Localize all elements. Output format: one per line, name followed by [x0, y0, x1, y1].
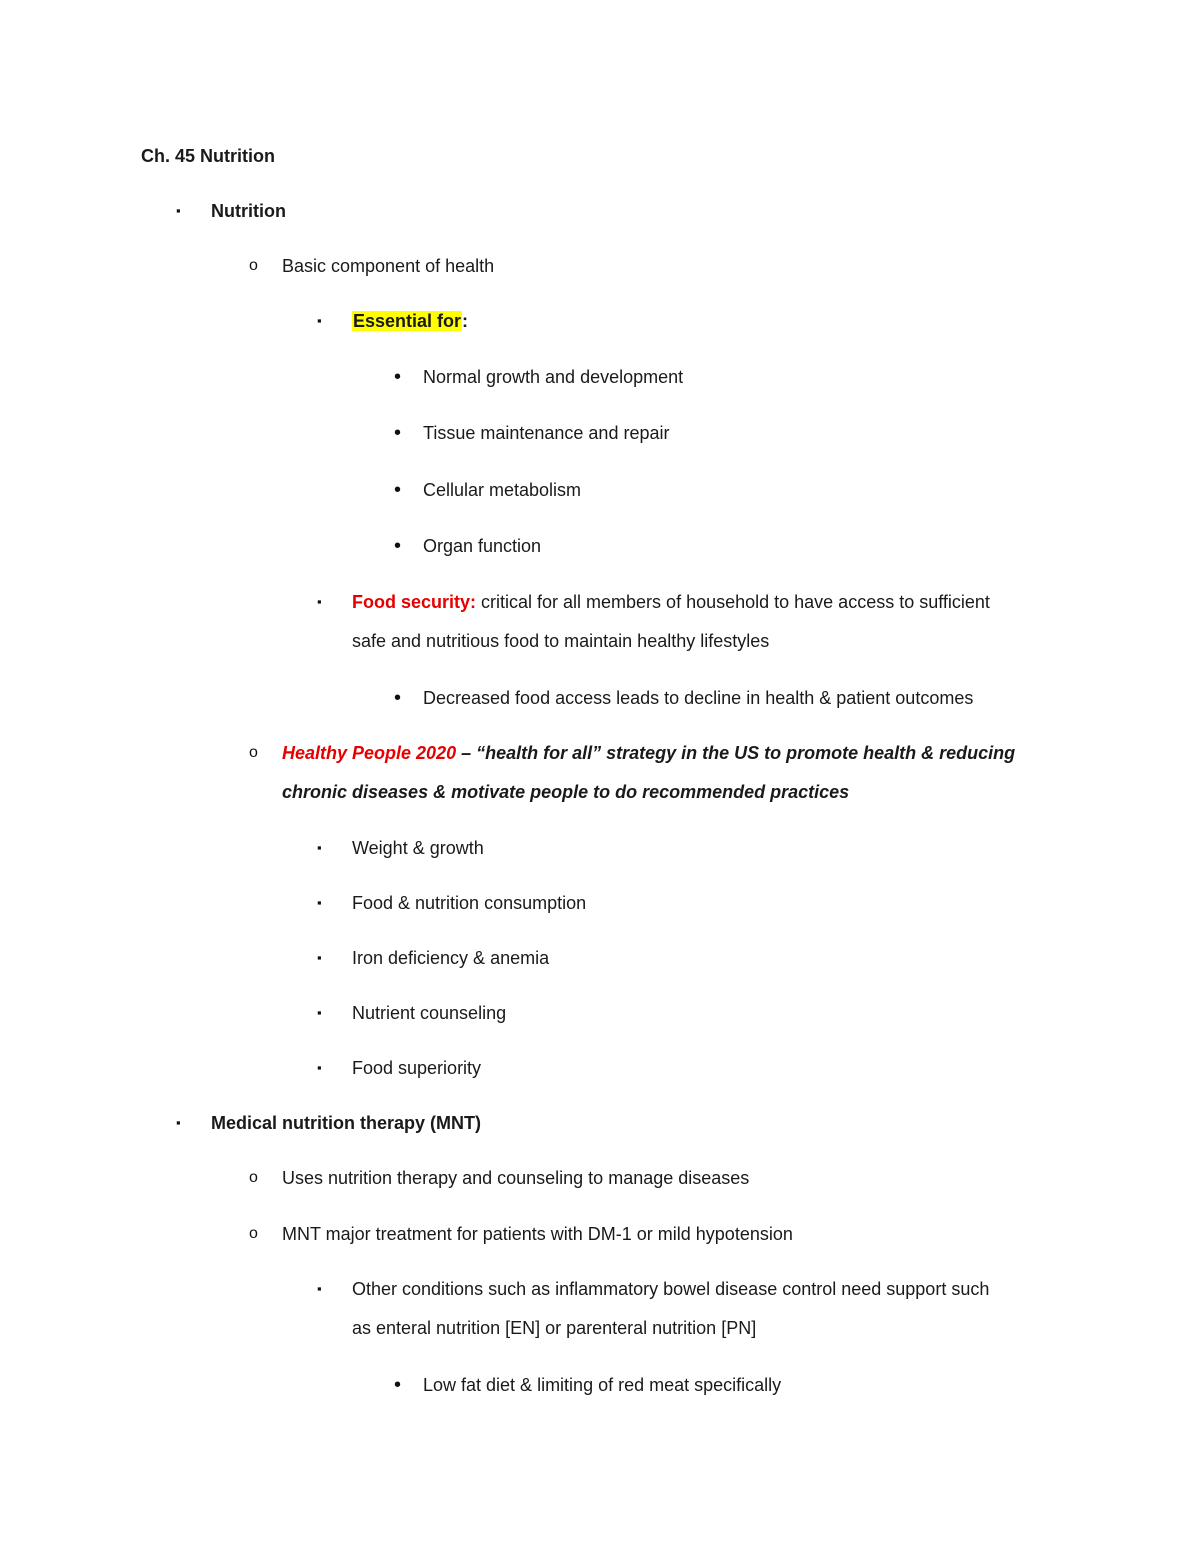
circle-bullet: o [249, 257, 258, 274]
dot-bullet: • [394, 366, 402, 388]
section-heading-nutrition: Nutrition [211, 201, 286, 221]
section-heading-mnt: Medical nutrition therapy (MNT) [211, 1113, 481, 1133]
healthy-people-continuation: chronic diseases & motivate people to do recommended practices [282, 782, 850, 802]
square-bullet: ▪ [317, 895, 322, 910]
dot-bullet: • [394, 422, 402, 444]
basic-component-text: Basic component of health [282, 256, 495, 276]
square-bullet: ▪ [317, 950, 322, 965]
essential-for-line: Essential for: [353, 311, 469, 331]
square-bullet: ▪ [317, 313, 322, 328]
list-item: Normal growth and development [423, 367, 684, 387]
essential-for-highlight: Essential for [353, 311, 462, 331]
list-item: Nutrient counseling [352, 1003, 507, 1023]
food-security-continuation: safe and nutritious food to maintain healthy lifestyles [352, 631, 770, 651]
list-item: Organ function [423, 536, 542, 556]
square-bullet: ▪ [176, 203, 181, 218]
page-title: Ch. 45 Nutrition [141, 146, 275, 166]
list-item: Tissue maintenance and repair [423, 423, 670, 443]
list-item: Food & nutrition consumption [352, 893, 587, 913]
list-item: Decreased food access leads to decline in health & patient outcomes [423, 688, 974, 708]
square-bullet: ▪ [176, 1115, 181, 1130]
mnt-major-text: MNT major treatment for patients with DM-1 or mild hypotension [282, 1224, 793, 1244]
square-bullet: ▪ [317, 594, 322, 609]
list-item: Food superiority [352, 1058, 482, 1078]
dot-bullet: • [394, 535, 402, 557]
healthy-people-label: Healthy People 2020 [282, 743, 457, 763]
food-security-label: Food security: [352, 592, 477, 612]
dot-bullet: • [394, 687, 402, 709]
list-item: Iron deficiency & anemia [352, 948, 550, 968]
square-bullet: ▪ [317, 1005, 322, 1020]
list-item: Cellular metabolism [423, 480, 582, 500]
healthy-people-line: Healthy People 2020 – “health for all” strategy in the US to promote health & reducing [282, 743, 1016, 763]
list-item: Low fat diet & limiting of red meat specifically [423, 1375, 782, 1395]
circle-bullet: o [249, 744, 258, 761]
mnt-uses-text: Uses nutrition therapy and counseling to manage diseases [282, 1168, 750, 1188]
square-bullet: ▪ [317, 840, 322, 855]
square-bullet: ▪ [317, 1281, 322, 1296]
list-item: Weight & growth [352, 838, 484, 858]
other-conditions-text: Other conditions such as inflammatory bowel disease control need support such [352, 1279, 990, 1299]
dot-bullet: • [394, 479, 402, 501]
square-bullet: ▪ [317, 1060, 322, 1075]
food-security-line: Food security: critical for all members of household to have access to sufficient [352, 592, 990, 612]
dot-bullet: • [394, 1374, 402, 1396]
circle-bullet: o [249, 1225, 258, 1242]
other-conditions-continuation: as enteral nutrition [EN] or parenteral nutrition [PN] [352, 1318, 757, 1338]
circle-bullet: o [249, 1169, 258, 1186]
